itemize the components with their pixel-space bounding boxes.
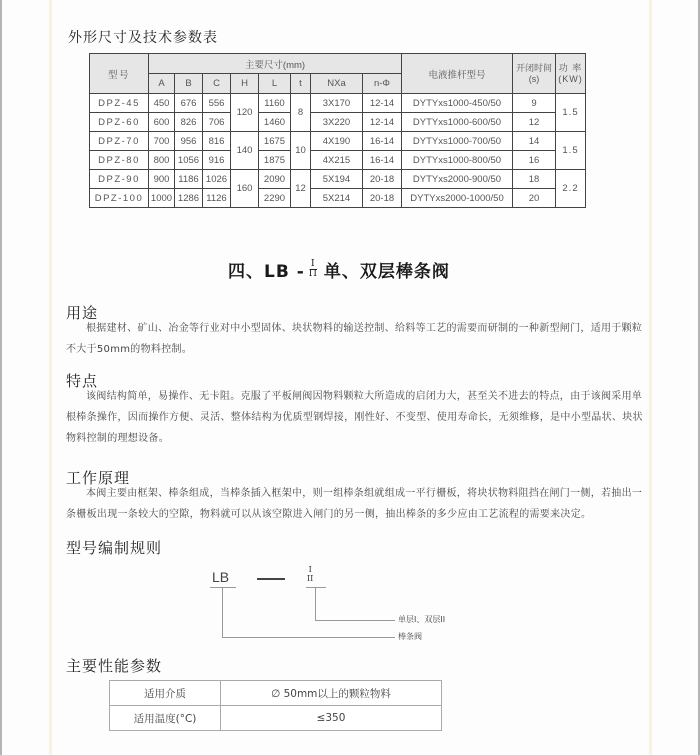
header-col-l: L bbox=[259, 74, 291, 94]
layer-leader-vertical bbox=[315, 587, 316, 620]
header-col-nphi: n-Φ bbox=[363, 74, 402, 94]
cell-a: 600 bbox=[149, 113, 175, 132]
cell-power: 2.2 bbox=[556, 170, 586, 208]
usage-text: 根据建材、矿山、冶金等行业对中小型固体、块状物料的输送控制、给料等工艺的需要而研制的一种新型闸门，适用于颗粒不大于50mm的物料控制。 bbox=[66, 323, 643, 355]
cell-b: 676 bbox=[175, 94, 203, 113]
cell-time: 9 bbox=[513, 94, 556, 113]
cell-time: 14 bbox=[513, 132, 556, 151]
features-text: 该阀结构简单，易操作、无卡阻。克服了平板闸阀因物料颗粒大所造成的启闭力大，甚至关不进去的特点，由于该阀采用单根棒条操作，因而操作方便、灵活、整体结构为优质型钢焊接，刚性好、不变型、使用寿命长，无须维修，是中小型晶状、块状物料控制的理想设备。 bbox=[66, 391, 643, 444]
header-main-dims: 主要尺寸(mm) bbox=[149, 54, 402, 74]
cell-l: 1675 bbox=[259, 132, 291, 151]
page-border-left bbox=[0, 0, 2, 755]
cell-h: 120 bbox=[231, 94, 259, 132]
cell-rod: DYTYxs1000-600/50 bbox=[402, 113, 513, 132]
cell-nphi: 20-18 bbox=[363, 189, 402, 208]
cell-nxa: 5X214 bbox=[311, 189, 363, 208]
cell-rod: DYTYxs1000-450/50 bbox=[402, 94, 513, 113]
cell-t: 12 bbox=[291, 170, 311, 208]
cell-nxa: 3X170 bbox=[311, 94, 363, 113]
spec-table bbox=[89, 53, 586, 208]
cell-rod: DYTYxs2000-900/50 bbox=[402, 170, 513, 189]
perf-key-medium: 适用介质 bbox=[110, 681, 221, 706]
roman-double: II bbox=[307, 574, 314, 583]
cell-nxa: 4X190 bbox=[311, 132, 363, 151]
header-col-nxa: NXa bbox=[311, 74, 363, 94]
product-title-numerator: I bbox=[311, 259, 316, 269]
header-time-unit: (s) bbox=[528, 73, 540, 84]
perf-value-temperature: ≤350 bbox=[221, 706, 442, 731]
perf-value-medium: ∅ 50mm以上的颗粒物料 bbox=[221, 681, 442, 706]
cell-nphi: 20-18 bbox=[363, 170, 402, 189]
table-row bbox=[110, 681, 442, 706]
principle-text: 本阀主要由框架、棒条组成，当棒条插入框架中，则一组棒条组就组成一平行栅板，将块状物料阻挡在闸门一侧，若抽出一条栅板出现一条较大的空隙，物料就可以从该空隙进入闸门的另一侧，抽出棒条的多少应由工艺流程的需要来决定。 bbox=[66, 488, 643, 520]
roman-single: I bbox=[308, 565, 312, 574]
cell-c: 916 bbox=[203, 151, 231, 170]
roman-underline bbox=[306, 587, 326, 588]
cell-rod: DYTYxs1000-700/50 bbox=[402, 132, 513, 151]
cell-nphi: 12-14 bbox=[363, 94, 402, 113]
valve-label: 棒条阀 bbox=[398, 632, 422, 641]
usage-heading: 用途 bbox=[66, 304, 99, 322]
table-row bbox=[90, 170, 586, 189]
cell-nxa: 5X194 bbox=[311, 170, 363, 189]
layer-label: 单层I、双层II bbox=[398, 615, 446, 624]
cell-b: 1056 bbox=[175, 151, 203, 170]
cell-nphi: 16-14 bbox=[363, 151, 402, 170]
valve-leader-vertical bbox=[222, 587, 223, 637]
header-col-b: B bbox=[175, 74, 203, 94]
model-code-roman bbox=[307, 565, 313, 583]
performance-table bbox=[109, 680, 442, 731]
header-time bbox=[513, 54, 556, 94]
header-col-h: H bbox=[231, 74, 259, 94]
cell-model: DPZ-60 bbox=[90, 113, 149, 132]
cell-c: 706 bbox=[203, 113, 231, 132]
layer-leader-horizontal bbox=[315, 620, 395, 621]
cell-model: DPZ-45 bbox=[90, 94, 149, 113]
cell-b: 826 bbox=[175, 113, 203, 132]
header-col-t: t bbox=[291, 74, 311, 94]
product-title bbox=[228, 257, 450, 282]
cell-power: 1.5 bbox=[556, 132, 586, 170]
performance-heading: 主要性能参数 bbox=[66, 657, 163, 675]
cell-a: 700 bbox=[149, 132, 175, 151]
cell-t: 8 bbox=[291, 94, 311, 132]
cell-a: 450 bbox=[149, 94, 175, 113]
cell-a: 1000 bbox=[149, 189, 175, 208]
cell-nxa: 3X220 bbox=[311, 113, 363, 132]
cell-c: 1026 bbox=[203, 170, 231, 189]
cell-l: 2290 bbox=[259, 189, 291, 208]
header-power-unit: (KW) bbox=[558, 73, 583, 84]
cell-model: DPZ-100 bbox=[90, 189, 149, 208]
cell-model: DPZ-90 bbox=[90, 170, 149, 189]
cell-power: 1.5 bbox=[556, 94, 586, 132]
cell-time: 16 bbox=[513, 151, 556, 170]
cell-t: 10 bbox=[291, 132, 311, 170]
header-power-label: 功 率 bbox=[558, 62, 583, 73]
header-power bbox=[556, 54, 586, 94]
cell-time: 12 bbox=[513, 113, 556, 132]
cell-c: 816 bbox=[203, 132, 231, 151]
lb-underline bbox=[210, 587, 236, 588]
cell-c: 1126 bbox=[203, 189, 231, 208]
model-code-dash bbox=[257, 578, 285, 580]
table-row bbox=[90, 151, 586, 170]
cell-model: DPZ-80 bbox=[90, 151, 149, 170]
valve-leader-horizontal bbox=[222, 637, 395, 638]
header-model: 型号 bbox=[90, 54, 149, 94]
cell-l: 1875 bbox=[259, 151, 291, 170]
cell-l: 2090 bbox=[259, 170, 291, 189]
cell-l: 1160 bbox=[259, 94, 291, 113]
product-title-fraction bbox=[309, 260, 318, 279]
cell-b: 1186 bbox=[175, 170, 203, 189]
cell-h: 160 bbox=[231, 170, 259, 208]
cell-c: 556 bbox=[203, 94, 231, 113]
cell-l: 1460 bbox=[259, 113, 291, 132]
model-code-diagram bbox=[200, 560, 500, 650]
cell-time: 18 bbox=[513, 170, 556, 189]
cell-model: DPZ-70 bbox=[90, 132, 149, 151]
model-code-lb: LB bbox=[212, 569, 230, 585]
cell-h: 140 bbox=[231, 132, 259, 170]
table-row bbox=[90, 132, 586, 151]
table-row bbox=[90, 94, 586, 113]
header-col-a: A bbox=[149, 74, 175, 94]
product-title-denominator: II bbox=[308, 269, 318, 279]
cell-b: 956 bbox=[175, 132, 203, 151]
header-col-c: C bbox=[203, 74, 231, 94]
header-time-label: 开闭时间 bbox=[515, 62, 552, 73]
cell-rod: DYTYxs2000-1000/50 bbox=[402, 189, 513, 208]
table-row bbox=[110, 706, 442, 731]
cell-a: 900 bbox=[149, 170, 175, 189]
margin-rule-right bbox=[649, 0, 652, 755]
product-title-prefix: 四、LB - bbox=[228, 262, 305, 282]
cell-time: 20 bbox=[513, 189, 556, 208]
header-rod-model: 电液推杆型号 bbox=[402, 54, 513, 94]
cell-b: 1286 bbox=[175, 189, 203, 208]
product-title-suffix: 单、双层棒条阀 bbox=[323, 262, 450, 282]
margin-rule-left bbox=[49, 0, 52, 755]
table-row bbox=[90, 113, 586, 132]
spec-table-title: 外形尺寸及技术参数表 bbox=[68, 30, 218, 46]
model-rule-heading: 型号编制规则 bbox=[66, 539, 163, 557]
features-heading: 特点 bbox=[66, 372, 99, 390]
cell-nphi: 16-14 bbox=[363, 132, 402, 151]
cell-nphi: 12-14 bbox=[363, 113, 402, 132]
cell-rod: DYTYxs1000-800/50 bbox=[402, 151, 513, 170]
cell-nxa: 4X215 bbox=[311, 151, 363, 170]
cell-a: 800 bbox=[149, 151, 175, 170]
table-row bbox=[90, 189, 586, 208]
principle-heading: 工作原理 bbox=[66, 469, 131, 487]
perf-key-temperature: 适用温度(°C) bbox=[110, 706, 221, 731]
